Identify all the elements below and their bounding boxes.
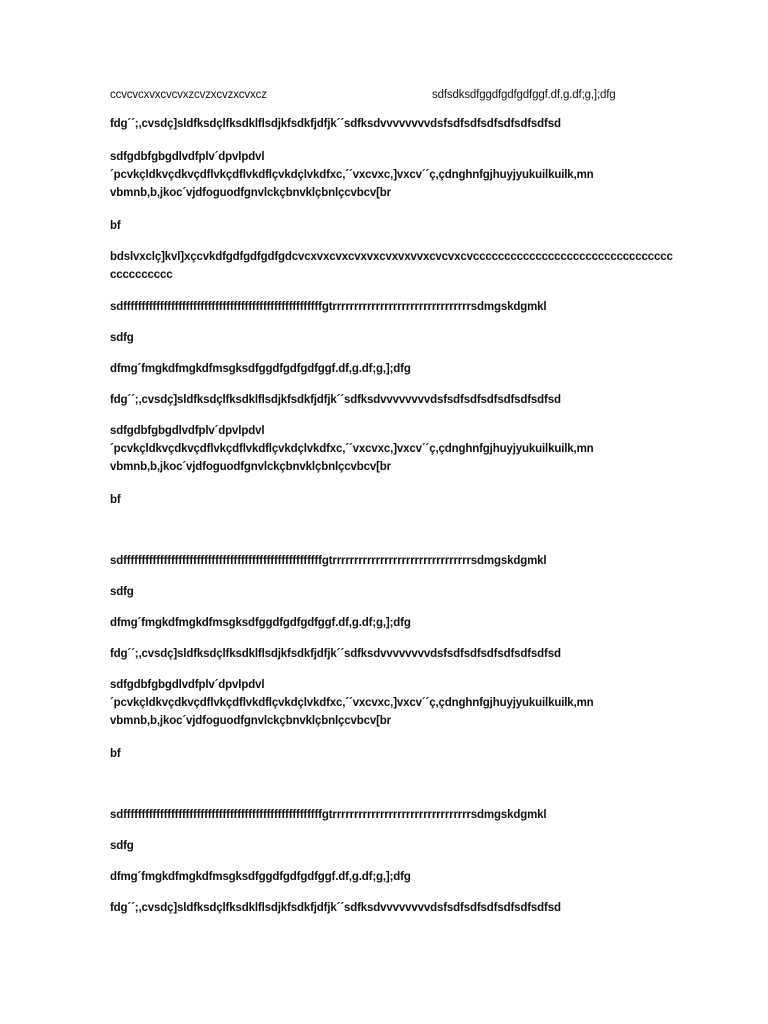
paragraph-line: cccccccccc	[110, 269, 173, 281]
paragraph-sdfgdbfg	[110, 422, 670, 476]
paragraph-line: vbmnb,b,jkoc´vjdfoguodfgnvlckçbnvklçbnlçcvbcv[br	[110, 461, 391, 473]
paragraph-fdg: fdg´´;,cvsdç]sldfksdçlfksdklflsdjkfsdkfjdfjk´´sdfksdvvvvvvvvdsfsdfsdfsdfsdfsdfsdfsd	[110, 648, 561, 660]
paragraph-line: sdfgdbfgbgdlvdfplv´dpvlpdvl	[110, 679, 265, 691]
paragraph-sdfgdbfg	[110, 676, 670, 730]
paragraph-sdfgdbfg	[110, 148, 670, 202]
paragraph-sdfg: sdfg	[110, 332, 134, 344]
paragraph-line: vbmnb,b,jkoc´vjdfoguodfgnvlckçbnvklçbnlçcvbcv[br	[110, 187, 391, 199]
paragraph-line: vbmnb,b,jkoc´vjdfoguodfgnvlckçbnvklçbnlçcvbcv[br	[110, 715, 391, 727]
document-line-1	[110, 86, 670, 104]
paragraph-sdfff: sdffffffffffffffffffffffffffffffffffffffffffffffffffffffgtrrrrrrrrrrrrrrrrrrrrrrrrrrrrrrrrsdmgskdgmkl	[110, 809, 547, 821]
paragraph-line: ´pcvkçldkvçdkvçdflvkçdflvkdflçvkdçlvkdfxc,´´vxcvxc,]vxcv´´ç,çdnghnfgjhuyjyukuilkuilk,mn	[110, 443, 594, 455]
paragraph-sdfg: sdfg	[110, 840, 134, 852]
line1-left-text: ccvcvcxvxcvcvxzcvzxcvzxcvxcz	[110, 89, 267, 101]
paragraph-fdg: fdg´´;,cvsdç]sldfksdçlfksdklflsdjkfsdkfjdfjk´´sdfksdvvvvvvvvdsfsdfsdfsdfsdfsdfsdfsd	[110, 118, 561, 130]
paragraph-fdg: fdg´´;,cvsdç]sldfksdçlfksdklflsdjkfsdkfjdfjk´´sdfksdvvvvvvvvdsfsdfsdfsdfsdfsdfsdfsd	[110, 902, 561, 914]
paragraph-sdfg: sdfg	[110, 586, 134, 598]
paragraph-dfmg: dfmg´fmgkdfmgkdfmsgksdfggdfgdfgdfggf.df,g.df;g,];dfg	[110, 363, 411, 375]
paragraph-line: sdfgdbfgbgdlvdfplv´dpvlpdvl	[110, 425, 265, 437]
paragraph-line: bdslvxclç]kvl]xçcvkdfgdfgdfgdfgdcvcxvxcvxcvxvxcvxvxvvxcvcvxcvcccccccccccccccccccccccccccccccc	[110, 251, 673, 263]
paragraph-sdfff: sdffffffffffffffffffffffffffffffffffffffffffffffffffffffgtrrrrrrrrrrrrrrrrrrrrrrrrrrrrrrrrsdmgskdgmkl	[110, 555, 547, 567]
paragraph-sdfff: sdffffffffffffffffffffffffffffffffffffffffffffffffffffffgtrrrrrrrrrrrrrrrrrrrrrrrrrrrrrrrrsdmgskdgmkl	[110, 301, 547, 313]
paragraph-dfmg: dfmg´fmgkdfmgkdfmsgksdfggdfgdfgdfggf.df,g.df;g,];dfg	[110, 871, 411, 883]
paragraph-fdg: fdg´´;,cvsdç]sldfksdçlfksdklflsdjkfsdkfjdfjk´´sdfksdvvvvvvvvdsfsdfsdfsdfsdfsdfsdfsd	[110, 394, 561, 406]
paragraph-bf: bf	[110, 494, 121, 506]
paragraph-bdslvx	[110, 248, 673, 284]
paragraph-line: sdfgdbfgbgdlvdfplv´dpvlpdvl	[110, 151, 265, 163]
paragraph-dfmg: dfmg´fmgkdfmgkdfmsgksdfggdfgdfgdfggf.df,g.df;g,];dfg	[110, 617, 411, 629]
line1-right-text: sdfsdksdfggdfgdfgdfggf.df,g.df;g,];dfg	[432, 89, 616, 101]
paragraph-bf: bf	[110, 748, 121, 760]
paragraph-bf: bf	[110, 220, 121, 232]
paragraph-line: ´pcvkçldkvçdkvçdflvkçdflvkdflçvkdçlvkdfxc,´´vxcvxc,]vxcv´´ç,çdnghnfgjhuyjyukuilkuilk,mn	[110, 697, 594, 709]
paragraph-line: ´pcvkçldkvçdkvçdflvkçdflvkdflçvkdçlvkdfxc,´´vxcvxc,]vxcv´´ç,çdnghnfgjhuyjyukuilkuilk,mn	[110, 169, 594, 181]
